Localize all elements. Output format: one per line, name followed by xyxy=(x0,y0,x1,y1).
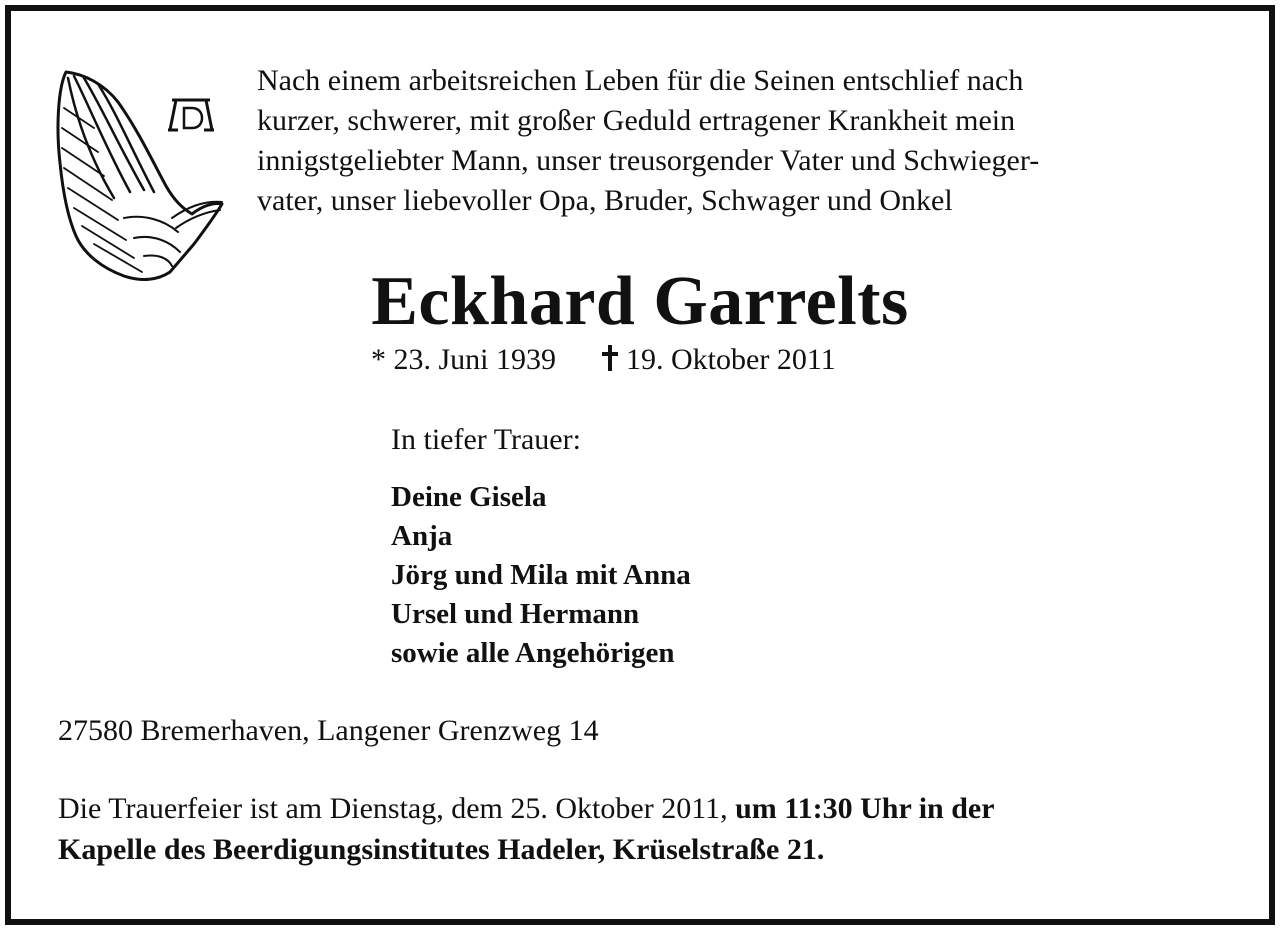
death-date-group xyxy=(602,343,836,376)
family-list xyxy=(391,478,691,673)
death-date: 19. Oktober 2011 xyxy=(626,343,836,376)
family-member: Jörg und Mila mit Anna xyxy=(391,559,691,591)
life-dates xyxy=(371,340,836,380)
service-line-1 xyxy=(58,788,995,829)
address: 27580 Bremerhaven, Langener Grenzweg 14 xyxy=(58,714,599,747)
deceased-name: Eckhard Garrelts xyxy=(371,263,909,340)
birth-date: * 23. Juni 1939 xyxy=(371,343,557,376)
family-member: sowie alle Angehörigen xyxy=(391,637,675,669)
family-member: Anja xyxy=(391,520,453,552)
mourning-phrase: In tiefer Trauer: xyxy=(391,423,581,456)
service-time-text: um 11:30 Uhr in der xyxy=(735,792,995,825)
duerer-monogram-icon xyxy=(168,100,214,130)
intro-line: Nach einem arbeitsreichen Leben für die Seinen entschlief nach xyxy=(257,64,1024,97)
praying-hands-icon xyxy=(54,68,232,286)
cross-icon xyxy=(602,345,618,371)
service-location-text: Kapelle des Beerdigungsinstitutes Hadeler, Krüselstraße 21. xyxy=(58,833,825,866)
intro-line: kurzer, schwerer, mit großer Geduld ertragener Krankheit mein xyxy=(257,104,1016,137)
service-date-text: Die Trauerfeier ist am Dienstag, dem 25. Oktober 2011, xyxy=(58,792,736,825)
family-member: Ursel und Hermann xyxy=(391,598,640,630)
intro-text xyxy=(257,61,1217,221)
intro-line: vater, unser liebevoller Opa, Bruder, Schwager und Onkel xyxy=(257,184,953,217)
funeral-service-info xyxy=(58,788,995,870)
family-member: Deine Gisela xyxy=(391,481,547,513)
intro-line: innigstgeliebter Mann, unser treusorgender Vater und Schwieger- xyxy=(257,144,1040,177)
